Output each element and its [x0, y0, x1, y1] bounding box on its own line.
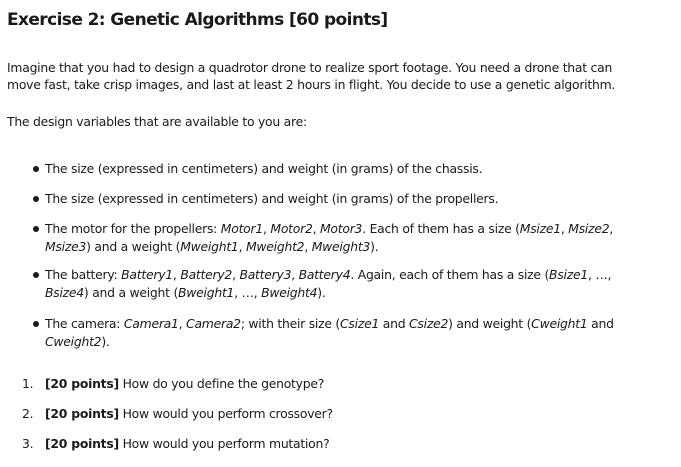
bullet-text-run: ) and a weight (: [83, 285, 179, 300]
variable-name: Battery2: [180, 267, 233, 282]
question-points: [20 points]: [45, 436, 119, 451]
bullet-text-run: . Again, each of them has a size (: [350, 267, 550, 282]
exercise-title: Exercise 2: Genetic Algorithms [60 points]: [7, 10, 388, 30]
bullet-text: [45, 266, 645, 302]
bullet-text-run: and: [379, 316, 410, 331]
bullet-text-run: ,: [263, 221, 271, 236]
bullet-text-run: ; with their size (: [240, 316, 341, 331]
bullet-text-run: The camera:: [45, 316, 124, 331]
bullet-text-run: ,: [232, 267, 240, 282]
bullet-text: [45, 220, 645, 256]
bullet-text-run: ,: [178, 316, 187, 331]
bullet-text-run: The battery:: [45, 267, 122, 282]
variables-intro: The design variables that are available to you are:: [7, 114, 307, 129]
question-text: How do you define the genotype?: [122, 376, 325, 391]
bullet-camera: [26, 315, 646, 351]
bullet-text: [45, 315, 645, 351]
bullet-text-run: ,: [312, 221, 320, 236]
question-number: 3.: [22, 436, 34, 451]
question-points: [20 points]: [45, 406, 119, 421]
bullet-chassis: [26, 160, 646, 178]
bullet-text-run: The size (expressed in centimeters) and weight (in grams) of the propellers.: [45, 191, 499, 206]
variable-name: Bsize1: [549, 267, 588, 282]
question-points: [20 points]: [45, 376, 119, 391]
bullet-text-run: , …,: [587, 267, 612, 282]
variable-name: Battery1: [121, 267, 173, 282]
bullet-text-run: ) and a weight (: [86, 239, 181, 254]
variable-name: Cweight2: [45, 334, 102, 349]
variable-name: Mweight2: [245, 239, 305, 254]
bullet-dot: [33, 272, 39, 278]
variable-name: Motor2: [270, 221, 313, 236]
variable-name: Bweight4: [261, 285, 318, 300]
variable-name: Mweight1: [180, 239, 239, 254]
bullet-text-run: ,: [609, 221, 614, 236]
bullet-text-run: The motor for the propellers:: [45, 221, 221, 236]
bullet-battery: [26, 266, 646, 302]
bullet-propellers: [26, 190, 646, 208]
intro-paragraph: Imagine that you had to design a quadrotor drone to realize sport footage. You need a drone that can move fast, take crisp images, and last at least 2 hours in flight. You decide to use a genetic algorithm.: [7, 60, 616, 92]
question-number: 2.: [22, 406, 34, 421]
bullet-dot: [33, 196, 39, 202]
bullet-dot: [33, 226, 39, 232]
variable-name: Msize2: [568, 221, 610, 236]
bullet-text-run: ) and weight (: [448, 316, 532, 331]
question-3: [22, 436, 642, 452]
bullet-text: [45, 190, 645, 208]
variable-name: Bsize4: [45, 285, 84, 300]
question-1: [22, 376, 642, 392]
bullet-text-run: and: [587, 316, 614, 331]
bullet-text-run: ).: [101, 334, 110, 349]
variable-name: Csize2: [409, 316, 449, 331]
bullet-dot: [33, 321, 39, 327]
bullet-text-run: ).: [317, 285, 326, 300]
bullet-motor: [26, 220, 646, 256]
question-text: How would you perform crossover?: [122, 406, 333, 421]
bullet-text-run: ,: [238, 239, 246, 254]
bullet-text-run: The size (expressed in centimeters) and weight (in grams) of the chassis.: [45, 161, 483, 176]
variable-name: Motor3: [319, 221, 363, 236]
variable-name: Cweight1: [531, 316, 588, 331]
variable-name: Msize1: [519, 221, 561, 236]
question-text: How would you perform mutation?: [122, 436, 330, 451]
bullet-text-run: ,: [560, 221, 569, 236]
bullet-text-run: ,: [291, 267, 299, 282]
question-2: [22, 406, 642, 422]
variable-name: Camera1: [123, 316, 179, 331]
variable-name: Mweight3: [311, 239, 371, 254]
bullet-text: [45, 160, 645, 178]
bullet-text-run: ,: [172, 267, 181, 282]
variable-name: Bweight1: [178, 285, 235, 300]
variable-name: Motor1: [220, 221, 263, 236]
bullet-text-run: . Each of them has a size (: [362, 221, 520, 236]
bullet-text-run: , …,: [234, 285, 262, 300]
variable-name: Msize3: [45, 239, 87, 254]
question-number: 1.: [22, 376, 34, 391]
bullet-text-run: ).: [370, 239, 379, 254]
bullet-dot: [33, 166, 39, 172]
variable-name: Csize1: [340, 316, 380, 331]
variable-name: Camera2: [186, 316, 241, 331]
variable-name: Battery4: [298, 267, 351, 282]
bullet-text-run: ,: [304, 239, 312, 254]
variable-name: Battery3: [239, 267, 292, 282]
